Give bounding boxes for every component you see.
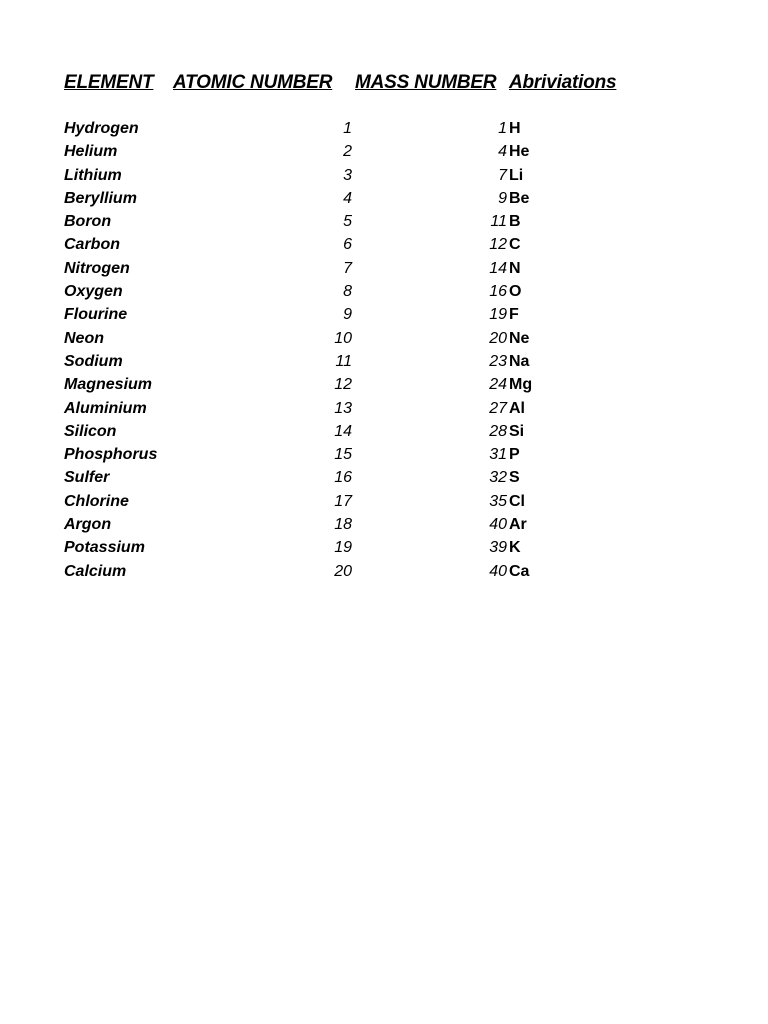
mass-number: 35 bbox=[489, 492, 507, 510]
mass-number: 23 bbox=[489, 352, 507, 370]
table-row bbox=[0, 141, 768, 164]
atomic-number: 1 bbox=[343, 120, 352, 137]
atomic-number: 13 bbox=[334, 399, 352, 417]
element-name: Chlorine bbox=[64, 492, 129, 510]
table-row bbox=[0, 188, 768, 211]
table-row bbox=[0, 351, 768, 374]
atomic-number: 17 bbox=[334, 492, 352, 510]
atomic-number: 9 bbox=[343, 306, 352, 324]
element-name: Carbon bbox=[64, 236, 120, 254]
mass-number: 7 bbox=[498, 166, 507, 184]
table-row bbox=[0, 398, 768, 421]
element-name: Beryllium bbox=[64, 189, 137, 207]
element-name: Potassium bbox=[64, 539, 145, 557]
element-symbol: B bbox=[509, 213, 521, 231]
element-symbol: Na bbox=[509, 352, 530, 370]
element-symbol: Be bbox=[509, 189, 530, 207]
element-symbol: S bbox=[509, 469, 520, 487]
table-row bbox=[0, 444, 768, 467]
element-name: Oxygen bbox=[64, 283, 123, 301]
element-name: Nitrogen bbox=[64, 259, 130, 277]
element-symbol: Al bbox=[509, 399, 525, 417]
table-row bbox=[0, 537, 768, 560]
element-name: Flourine bbox=[64, 306, 128, 324]
atomic-number: 6 bbox=[343, 236, 352, 254]
mass-number: 40 bbox=[489, 562, 507, 580]
table-row bbox=[0, 258, 768, 281]
atomic-number: 10 bbox=[334, 329, 352, 347]
mass-number: 28 bbox=[489, 422, 507, 440]
table-header bbox=[0, 72, 768, 98]
mass-number: 31 bbox=[489, 446, 507, 464]
atomic-number: 18 bbox=[334, 516, 352, 534]
element-rows bbox=[0, 118, 768, 584]
mass-number: 12 bbox=[489, 236, 507, 254]
element-name: Sodium bbox=[64, 352, 123, 370]
element-symbol: Si bbox=[509, 422, 525, 440]
header-mass-number: MASS NUMBER bbox=[355, 72, 497, 93]
table-row bbox=[0, 211, 768, 234]
element-name: Silicon bbox=[64, 422, 117, 440]
mass-number: 9 bbox=[498, 189, 507, 207]
atomic-number: 4 bbox=[343, 189, 352, 207]
table-row bbox=[0, 165, 768, 188]
element-name: Boron bbox=[64, 213, 112, 231]
element-name: Helium bbox=[64, 143, 118, 161]
element-symbol: H bbox=[509, 120, 521, 137]
table-row bbox=[0, 281, 768, 304]
element-symbol: Ne bbox=[509, 329, 530, 347]
header-atomic-number: ATOMIC NUMBER bbox=[173, 72, 333, 93]
atomic-number: 16 bbox=[334, 469, 352, 487]
table-row bbox=[0, 118, 768, 141]
atomic-number: 7 bbox=[343, 259, 352, 277]
atomic-number: 12 bbox=[334, 376, 352, 394]
mass-number: 11 bbox=[490, 213, 507, 231]
mass-number: 40 bbox=[489, 516, 507, 534]
element-name: Calcium bbox=[64, 562, 127, 580]
element-name: Sulfer bbox=[64, 469, 110, 487]
element-name: Lithium bbox=[64, 166, 122, 184]
mass-number: 14 bbox=[489, 259, 507, 277]
mass-number: 16 bbox=[489, 283, 507, 301]
element-symbol: He bbox=[509, 143, 530, 161]
element-name: Hydrogen bbox=[64, 120, 139, 137]
element-name: Aluminium bbox=[64, 399, 147, 417]
table-row bbox=[0, 421, 768, 444]
element-symbol: Ar bbox=[509, 516, 527, 534]
table-row bbox=[0, 561, 768, 584]
element-symbol: N bbox=[509, 259, 521, 277]
element-symbol: Ca bbox=[509, 562, 530, 580]
table-row bbox=[0, 328, 768, 351]
atomic-number: 20 bbox=[334, 562, 352, 580]
atomic-number: 5 bbox=[343, 213, 352, 231]
mass-number: 39 bbox=[489, 539, 507, 557]
atomic-number: 15 bbox=[334, 446, 352, 464]
atomic-number: 19 bbox=[334, 539, 352, 557]
table-row bbox=[0, 514, 768, 537]
header-abbreviations: Abriviations bbox=[509, 72, 617, 93]
mass-number: 20 bbox=[489, 329, 507, 347]
mass-number: 24 bbox=[489, 376, 507, 394]
table-row bbox=[0, 234, 768, 257]
mass-number: 32 bbox=[489, 469, 507, 487]
element-symbol: C bbox=[509, 236, 521, 254]
mass-number: 27 bbox=[489, 399, 507, 417]
element-name: Neon bbox=[64, 329, 104, 347]
mass-number: 4 bbox=[498, 143, 507, 161]
element-symbol: F bbox=[509, 306, 519, 324]
mass-number: 1 bbox=[498, 120, 507, 137]
atomic-number: 11 bbox=[335, 352, 352, 370]
header-element: ELEMENT bbox=[64, 72, 154, 93]
element-name: Magnesium bbox=[64, 376, 153, 394]
element-symbol: O bbox=[509, 283, 522, 301]
atomic-number: 3 bbox=[343, 166, 352, 184]
atomic-number: 14 bbox=[334, 422, 352, 440]
table-row bbox=[0, 491, 768, 514]
element-name: Argon bbox=[64, 516, 112, 534]
element-symbol: Mg bbox=[509, 376, 533, 394]
element-symbol: K bbox=[509, 539, 521, 557]
atomic-number: 8 bbox=[343, 283, 352, 301]
table-row bbox=[0, 374, 768, 397]
element-symbol: P bbox=[509, 446, 520, 464]
element-name: Phosphorus bbox=[64, 446, 158, 464]
element-symbol: Cl bbox=[509, 492, 525, 510]
mass-number: 19 bbox=[489, 306, 507, 324]
atomic-number: 2 bbox=[343, 143, 352, 161]
element-symbol: Li bbox=[509, 166, 524, 184]
table-row bbox=[0, 304, 768, 327]
table-row bbox=[0, 467, 768, 490]
